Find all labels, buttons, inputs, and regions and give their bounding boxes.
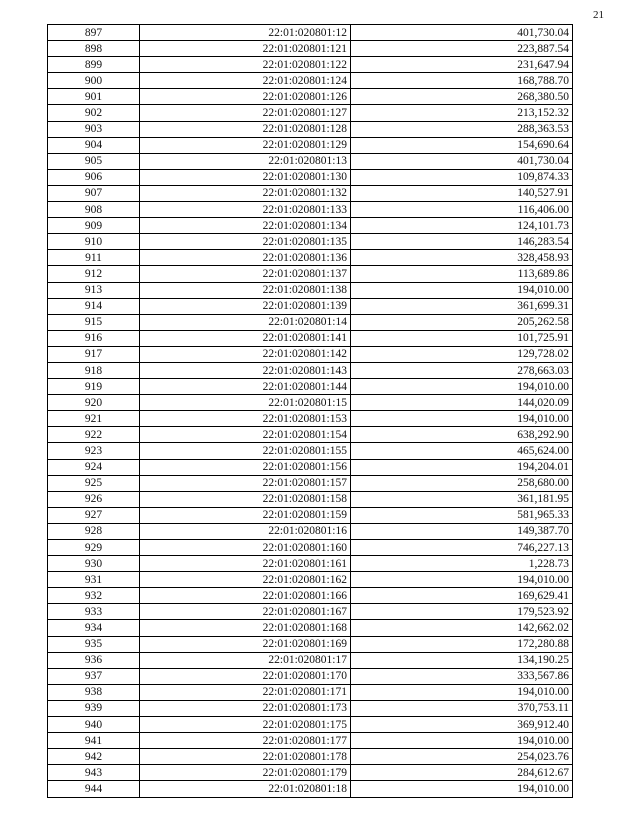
cadastral-number-cell: 22:01:020801:138 — [140, 282, 351, 298]
cadastral-value-cell: 278,663.03 — [351, 362, 573, 378]
cadastral-value-cell: 223,887.54 — [351, 41, 573, 57]
cadastral-value-cell: 129,728.02 — [351, 346, 573, 362]
table-row — [48, 459, 573, 475]
table-row — [48, 475, 573, 491]
cadastral-value-cell: 194,010.00 — [351, 572, 573, 588]
cadastral-value-cell: 134,190.25 — [351, 652, 573, 668]
table-row — [48, 765, 573, 781]
row-number-cell: 901 — [48, 89, 140, 105]
cadastral-number-cell: 22:01:020801:169 — [140, 636, 351, 652]
cadastral-value-cell: 144,020.09 — [351, 395, 573, 411]
row-number-cell: 922 — [48, 427, 140, 443]
cadastral-number-cell: 22:01:020801:12 — [140, 25, 351, 41]
cadastral-value-cell: 746,227.13 — [351, 540, 573, 556]
cadastral-number-cell: 22:01:020801:14 — [140, 314, 351, 330]
table-row — [48, 491, 573, 507]
cadastral-number-cell: 22:01:020801:130 — [140, 169, 351, 185]
row-number-cell: 911 — [48, 250, 140, 266]
row-number-cell: 939 — [48, 700, 140, 716]
table-row — [48, 137, 573, 153]
cadastral-number-cell: 22:01:020801:177 — [140, 733, 351, 749]
table-row — [48, 572, 573, 588]
cadastral-number-cell: 22:01:020801:132 — [140, 185, 351, 201]
table-row — [48, 684, 573, 700]
cadastral-value-cell: 142,662.02 — [351, 620, 573, 636]
cadastral-number-cell: 22:01:020801:143 — [140, 362, 351, 378]
table-row — [48, 41, 573, 57]
cadastral-number-cell: 22:01:020801:157 — [140, 475, 351, 491]
table-row — [48, 89, 573, 105]
cadastral-number-cell: 22:01:020801:121 — [140, 41, 351, 57]
cadastral-value-cell: 194,010.00 — [351, 411, 573, 427]
cadastral-value-cell: 369,912.40 — [351, 717, 573, 733]
table-row — [48, 169, 573, 185]
table-row — [48, 523, 573, 539]
row-number-cell: 899 — [48, 57, 140, 73]
table-body — [48, 25, 573, 798]
cadastral-value-cell: 179,523.92 — [351, 604, 573, 620]
row-number-cell: 931 — [48, 572, 140, 588]
row-number-cell: 920 — [48, 395, 140, 411]
table-row — [48, 427, 573, 443]
table-row — [48, 443, 573, 459]
table-row — [48, 185, 573, 201]
cadastral-number-cell: 22:01:020801:179 — [140, 765, 351, 781]
cadastral-value-cell: 213,152.32 — [351, 105, 573, 121]
cadastral-number-cell: 22:01:020801:168 — [140, 620, 351, 636]
cadastral-value-cell: 194,010.00 — [351, 733, 573, 749]
table-row — [48, 266, 573, 282]
row-number-cell: 928 — [48, 523, 140, 539]
row-number-cell: 935 — [48, 636, 140, 652]
row-number-cell: 936 — [48, 652, 140, 668]
table-row — [48, 507, 573, 523]
cadastral-number-cell: 22:01:020801:137 — [140, 266, 351, 282]
cadastral-number-cell: 22:01:020801:156 — [140, 459, 351, 475]
cadastral-value-cell: 194,010.00 — [351, 684, 573, 700]
cadastral-value-cell: 370,753.11 — [351, 700, 573, 716]
row-number-cell: 927 — [48, 507, 140, 523]
row-number-cell: 932 — [48, 588, 140, 604]
row-number-cell: 929 — [48, 540, 140, 556]
row-number-cell: 917 — [48, 346, 140, 362]
table-row — [48, 153, 573, 169]
cadastral-number-cell: 22:01:020801:122 — [140, 57, 351, 73]
cadastral-number-cell: 22:01:020801:144 — [140, 379, 351, 395]
row-number-cell: 912 — [48, 266, 140, 282]
cadastral-number-cell: 22:01:020801:142 — [140, 346, 351, 362]
row-number-cell: 903 — [48, 121, 140, 137]
cadastral-number-cell: 22:01:020801:13 — [140, 153, 351, 169]
cadastral-value-cell: 116,406.00 — [351, 202, 573, 218]
table-row — [48, 234, 573, 250]
table-row — [48, 733, 573, 749]
cadastral-number-cell: 22:01:020801:159 — [140, 507, 351, 523]
row-number-cell: 909 — [48, 218, 140, 234]
cadastral-value-cell: 333,567.86 — [351, 668, 573, 684]
table-row — [48, 540, 573, 556]
row-number-cell: 904 — [48, 137, 140, 153]
cadastral-value-cell: 361,699.31 — [351, 298, 573, 314]
cadastral-number-cell: 22:01:020801:155 — [140, 443, 351, 459]
cadastral-number-cell: 22:01:020801:16 — [140, 523, 351, 539]
cadastral-number-cell: 22:01:020801:161 — [140, 556, 351, 572]
row-number-cell: 925 — [48, 475, 140, 491]
row-number-cell: 926 — [48, 491, 140, 507]
cadastral-value-cell: 231,647.94 — [351, 57, 573, 73]
row-number-cell: 942 — [48, 749, 140, 765]
cadastral-value-cell: 194,010.00 — [351, 379, 573, 395]
cadastral-number-cell: 22:01:020801:17 — [140, 652, 351, 668]
cadastral-value-cell: 638,292.90 — [351, 427, 573, 443]
table-row — [48, 668, 573, 684]
cadastral-value-cell: 124,101.73 — [351, 218, 573, 234]
cadastral-value-cell: 465,624.00 — [351, 443, 573, 459]
cadastral-value-cell: 288,363.53 — [351, 121, 573, 137]
table-row — [48, 250, 573, 266]
row-number-cell: 944 — [48, 781, 140, 797]
table-row — [48, 781, 573, 797]
cadastral-value-cell: 146,283.54 — [351, 234, 573, 250]
row-number-cell: 938 — [48, 684, 140, 700]
table-row — [48, 57, 573, 73]
table-row — [48, 411, 573, 427]
row-number-cell: 924 — [48, 459, 140, 475]
page-number: 21 — [593, 9, 604, 21]
cadastral-value-cell: 168,788.70 — [351, 73, 573, 89]
row-number-cell: 940 — [48, 717, 140, 733]
row-number-cell: 933 — [48, 604, 140, 620]
table-row — [48, 620, 573, 636]
cadastral-value-cell: 284,612.67 — [351, 765, 573, 781]
row-number-cell: 897 — [48, 25, 140, 41]
cadastral-number-cell: 22:01:020801:175 — [140, 717, 351, 733]
cadastral-value-cell: 154,690.64 — [351, 137, 573, 153]
cadastral-value-cell: 172,280.88 — [351, 636, 573, 652]
row-number-cell: 923 — [48, 443, 140, 459]
cadastral-value-cell: 258,680.00 — [351, 475, 573, 491]
cadastral-number-cell: 22:01:020801:139 — [140, 298, 351, 314]
row-number-cell: 915 — [48, 314, 140, 330]
cadastral-number-cell: 22:01:020801:178 — [140, 749, 351, 765]
row-number-cell: 918 — [48, 362, 140, 378]
row-number-cell: 943 — [48, 765, 140, 781]
cadastral-value-cell: 401,730.04 — [351, 25, 573, 41]
table-row — [48, 218, 573, 234]
cadastral-number-cell: 22:01:020801:171 — [140, 684, 351, 700]
cadastral-number-cell: 22:01:020801:166 — [140, 588, 351, 604]
row-number-cell: 913 — [48, 282, 140, 298]
cadastral-number-cell: 22:01:020801:128 — [140, 121, 351, 137]
cadastral-number-cell: 22:01:020801:173 — [140, 700, 351, 716]
table-row — [48, 282, 573, 298]
table-row — [48, 652, 573, 668]
table-row — [48, 556, 573, 572]
cadastral-number-cell: 22:01:020801:15 — [140, 395, 351, 411]
cadastral-value-cell: 581,965.33 — [351, 507, 573, 523]
cadastral-number-cell: 22:01:020801:134 — [140, 218, 351, 234]
cadastral-value-cell: 401,730.04 — [351, 153, 573, 169]
table-row — [48, 346, 573, 362]
cadastral-value-cell: 194,010.00 — [351, 282, 573, 298]
row-number-cell: 937 — [48, 668, 140, 684]
cadastral-number-cell: 22:01:020801:136 — [140, 250, 351, 266]
cadastral-number-cell: 22:01:020801:170 — [140, 668, 351, 684]
table-row — [48, 73, 573, 89]
cadastral-value-cell: 169,629.41 — [351, 588, 573, 604]
cadastral-value-cell: 205,262.58 — [351, 314, 573, 330]
table-row — [48, 298, 573, 314]
row-number-cell: 916 — [48, 330, 140, 346]
row-number-cell: 941 — [48, 733, 140, 749]
cadastral-value-cell: 194,010.00 — [351, 781, 573, 797]
cadastral-value-cell: 149,387.70 — [351, 523, 573, 539]
row-number-cell: 902 — [48, 105, 140, 121]
cadastral-value-cell: 113,689.86 — [351, 266, 573, 282]
cadastral-value-cell: 268,380.50 — [351, 89, 573, 105]
cadastral-number-cell: 22:01:020801:160 — [140, 540, 351, 556]
cadastral-number-cell: 22:01:020801:127 — [140, 105, 351, 121]
row-number-cell: 906 — [48, 169, 140, 185]
row-number-cell: 934 — [48, 620, 140, 636]
cadastral-number-cell: 22:01:020801:141 — [140, 330, 351, 346]
cadastral-number-cell: 22:01:020801:124 — [140, 73, 351, 89]
cadastral-value-cell: 194,204.01 — [351, 459, 573, 475]
cadastral-number-cell: 22:01:020801:158 — [140, 491, 351, 507]
row-number-cell: 900 — [48, 73, 140, 89]
cadastral-number-cell: 22:01:020801:153 — [140, 411, 351, 427]
cadastral-value-cell: 140,527.91 — [351, 185, 573, 201]
table-row — [48, 25, 573, 41]
row-number-cell: 910 — [48, 234, 140, 250]
cadastral-value-table — [47, 24, 573, 798]
row-number-cell: 907 — [48, 185, 140, 201]
table-row — [48, 330, 573, 346]
table-row — [48, 314, 573, 330]
cadastral-number-cell: 22:01:020801:167 — [140, 604, 351, 620]
table-row — [48, 749, 573, 765]
table-row — [48, 604, 573, 620]
table-row — [48, 362, 573, 378]
table-row — [48, 202, 573, 218]
cadastral-value-cell: 328,458.93 — [351, 250, 573, 266]
row-number-cell: 908 — [48, 202, 140, 218]
table-row — [48, 700, 573, 716]
table-row — [48, 379, 573, 395]
table-row — [48, 121, 573, 137]
cadastral-number-cell: 22:01:020801:133 — [140, 202, 351, 218]
row-number-cell: 930 — [48, 556, 140, 572]
row-number-cell: 921 — [48, 411, 140, 427]
row-number-cell: 905 — [48, 153, 140, 169]
cadastral-number-cell: 22:01:020801:162 — [140, 572, 351, 588]
cadastral-number-cell: 22:01:020801:18 — [140, 781, 351, 797]
row-number-cell: 919 — [48, 379, 140, 395]
cadastral-number-cell: 22:01:020801:126 — [140, 89, 351, 105]
cadastral-value-cell: 109,874.33 — [351, 169, 573, 185]
cadastral-number-cell: 22:01:020801:154 — [140, 427, 351, 443]
table-row — [48, 588, 573, 604]
table-row — [48, 105, 573, 121]
cadastral-value-cell: 1,228.73 — [351, 556, 573, 572]
cadastral-value-cell: 361,181.95 — [351, 491, 573, 507]
table-row — [48, 636, 573, 652]
row-number-cell: 914 — [48, 298, 140, 314]
cadastral-number-cell: 22:01:020801:129 — [140, 137, 351, 153]
table-row — [48, 717, 573, 733]
table-row — [48, 395, 573, 411]
cadastral-value-cell: 101,725.91 — [351, 330, 573, 346]
cadastral-number-cell: 22:01:020801:135 — [140, 234, 351, 250]
row-number-cell: 898 — [48, 41, 140, 57]
cadastral-value-cell: 254,023.76 — [351, 749, 573, 765]
